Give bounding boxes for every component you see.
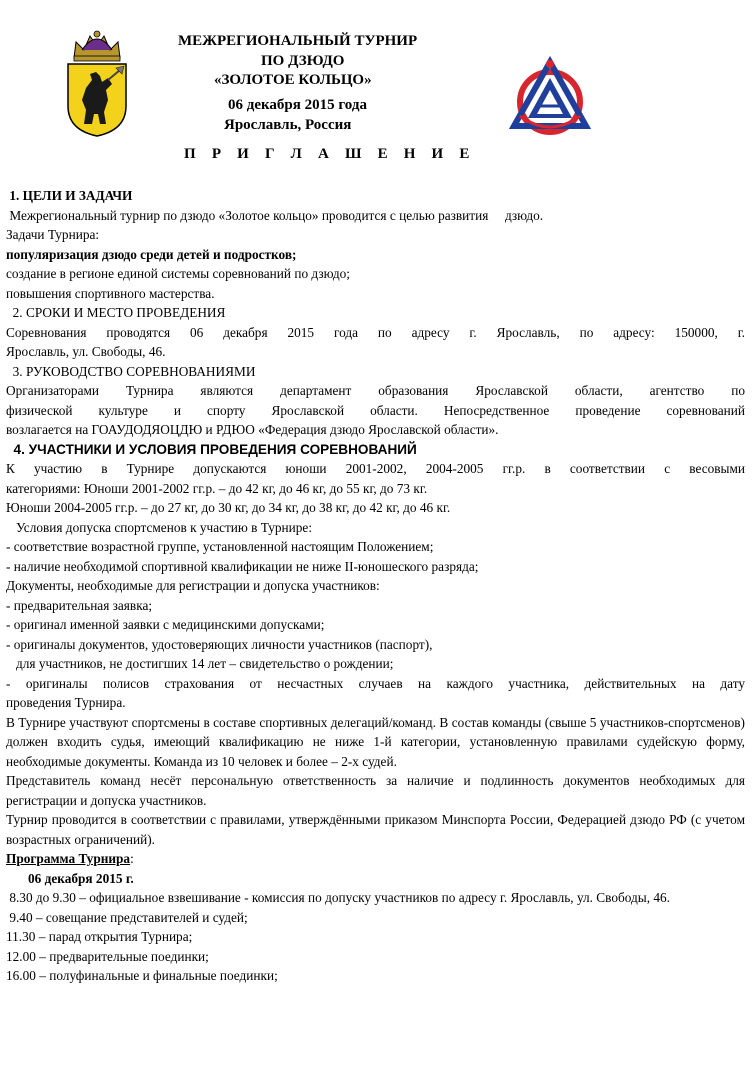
section-4-text: Документы, необходимые для регистрации и допуска участников: (6, 578, 380, 593)
responsibility-paragraph: Представитель команд несёт персональную ответственность за наличие и подлинность документов необходимых для регистрации и допуска участников. (6, 773, 745, 808)
team-composition-paragraph: В Турнире участвуют спортсмены в составе спортивных делегаций/команд. В состав команды (свыше 5 участников-спортсменов) должен входить судья, имеющий квалификацию не ниже 1-й категории, установленную правилами судейскую форму, необходимые документы. Команда из 10 человек и более – 2-х судей. (6, 714, 745, 769)
section-4-text: проведения Турнира. (6, 695, 126, 710)
section-4-text: - оригиналы полисов страхования от несчастных случаев на каждого участника, действительных на дату (6, 675, 745, 691)
section-4-text: - соответствие возрастной группе, установленной настоящим Положением; (6, 539, 434, 554)
document-body (6, 186, 745, 986)
section-1-text: Межрегиональный турнир по дзюдо «Золотое кольцо» проводится с целью развития дзюдо. (6, 207, 544, 223)
section-4-text: - предварительная заявка; (6, 597, 153, 613)
section-4-text: - наличие необходимой спортивной квалификации не ниже II-юношеского разряда; (6, 558, 479, 574)
program-item: 9.40 – совещание представителей и судей; (6, 909, 248, 925)
section-3-text: Организаторами Турнира являются департамент образования Ярославской области, агентство по (6, 383, 745, 398)
program-item: 8.30 до 9.30 – официальное взвешивание - комиссия по допуску участников по адресу г. Ярославль, ул. Свободы, 46. (6, 890, 670, 905)
section-2-text: Ярославль, ул. Свободы, 46. (6, 344, 166, 359)
section-2-heading: 2. СРОКИ И МЕСТО ПРОВЕДЕНИЯ (6, 305, 226, 320)
section-4-text: категориями: Юноши 2001-2002 гг.р. – до 42 кг, до 46 кг, до 55 кг, до 73 кг. (6, 480, 428, 496)
program-item: 11.30 – парад открытия Турнира; (6, 929, 193, 944)
judo-federation-logo-icon (508, 56, 592, 140)
tournament-location: Ярославль, Россия (224, 117, 352, 133)
section-4-text: Условия допуска спортсменов к участию в Турнире: (6, 519, 313, 535)
section-3-text: возлагается на ГОАУДОДЯОЦДЮ и РДЮО «Федерация дзюдо Ярославской области». (6, 422, 499, 437)
section-4-text: - оригинал именной заявки с медицинскими допусками; (6, 617, 325, 632)
rules-paragraph: Турнир проводится в соответствии с правилами, утверждёнными приказом Минспорта России, Федерацией дзюдо РФ (с учетом возрастных ограничений). (6, 812, 745, 847)
section-4-text: - оригиналы документов, удостоверяющих личности участников (паспорт), (6, 636, 433, 652)
program-heading-colon: : (130, 851, 134, 866)
section-4-text: Юноши 2004-2005 гг.р. – до 27 кг, до 30 кг, до 34 кг, до 38 кг, до 42 кг, до 46 кг. (6, 500, 451, 515)
program-item: 16.00 – полуфинальные и финальные поединки; (6, 968, 278, 983)
program-date: 06 декабря 2015 г. (28, 870, 134, 886)
section-3-heading: 3. РУКОВОДСТВО СОРЕВНОВАНИЯМИ (6, 363, 256, 379)
section-1-text: повышения спортивного мастерства. (6, 285, 215, 301)
program-item: 12.00 – предварительные поединки; (6, 948, 209, 964)
section-4-heading: 4. УЧАСТНИКИ И УСЛОВИЯ ПРОВЕДЕНИЯ СОРЕВНОВАНИЙ (6, 441, 417, 457)
program-heading-row (6, 849, 745, 869)
document-header (0, 0, 756, 190)
section-1-text: Задачи Турнира: (6, 227, 100, 242)
section-1-text: создание в регионе единой системы соревнований по дзюдо; (6, 266, 350, 281)
yaroslavl-coat-of-arms-icon (64, 28, 130, 138)
section-1-text: популяризация дзюдо среди детей и подростков; (6, 246, 297, 262)
invitation-heading: П Р И Г Л А Ш Е Н И Е (184, 146, 476, 162)
section-2-text: Соревнования проводятся 06 декабря 2015 года по адресу г. Ярославль, по адресу: 150000, г. (6, 324, 745, 340)
section-4-text: для участников, не достигших 14 лет – свидетельство о рождении; (6, 656, 394, 671)
program-heading: Программа Турнира (6, 851, 131, 866)
tournament-title-line-2: ПО ДЗЮДО (261, 52, 345, 69)
section-1-heading: 1. ЦЕЛИ И ЗАДАЧИ (6, 188, 133, 203)
tournament-date: 06 декабря 2015 года (228, 97, 367, 113)
tournament-title-line-1: МЕЖРЕГИОНАЛЬНЫЙ ТУРНИР (178, 33, 418, 49)
section-4-text: К участию в Турнире допускаются юноши 2001-2002, 2004-2005 гг.р. в соответствии с весовыми (6, 461, 745, 476)
section-3-text: физической культуре и спорту Ярославской области. Непосредственное проведение соревнований (6, 402, 745, 418)
tournament-name: «ЗОЛОТОЕ КОЛЬЦО» (214, 72, 372, 88)
